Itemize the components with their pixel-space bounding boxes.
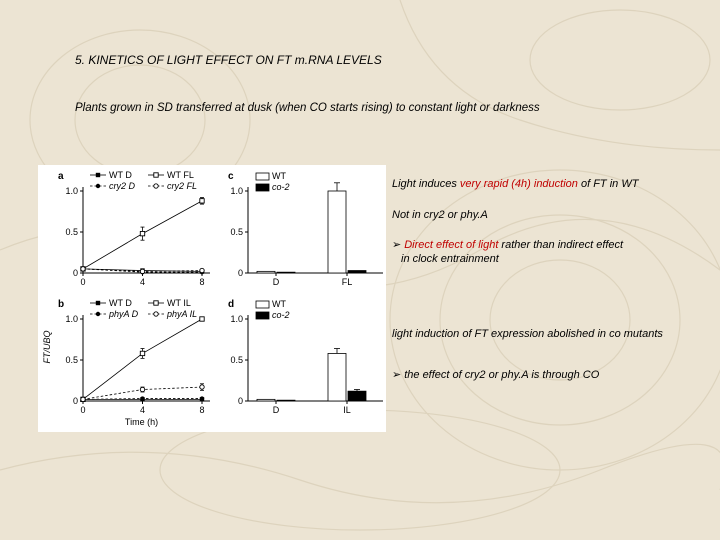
panel-a-data-point [140, 269, 144, 273]
panel-a-letter: a [58, 171, 64, 182]
panel-b-data-point [140, 351, 144, 355]
panel-a-legend-label: WT D [109, 170, 132, 180]
panel-d-legend-swatch [256, 301, 269, 308]
panel-d-legend-label: co-2 [272, 310, 290, 320]
note-light-induction-post: of FT in WT [577, 178, 639, 190]
note-co-mutants: light induction of FT expression abolished in co mutants [392, 328, 663, 340]
note-not-in-mutants: Not in cry2 or phy.A [392, 209, 488, 221]
panel-d-y-tick-label: 1.0 [230, 314, 243, 324]
figure-panels [38, 165, 386, 432]
panel-a-data-point [200, 199, 204, 203]
panel-b-legend-label: WT IL [167, 298, 191, 308]
panel-c-legend-swatch [256, 173, 269, 180]
panel-c-bar [257, 271, 275, 273]
panel-a-legend-marker [154, 184, 158, 188]
panel-d-y-tick-label: 0 [237, 396, 243, 406]
slide-subtitle: Plants grown in SD transferred at dusk (when CO starts rising) to constant light or darkness [75, 102, 540, 114]
panel-c-y-tick-label: 0.5 [230, 227, 243, 237]
note-highlight-rapid: very rapid (4h) [459, 178, 531, 190]
panel-a-legend-label: cry2 D [109, 181, 136, 191]
panel-b-x-axis-label: Time (h) [124, 417, 159, 427]
note-through-co [392, 368, 599, 381]
note-light-induction [392, 178, 638, 190]
panel-b-y-tick-label: 0.5 [65, 355, 78, 365]
note-direct-effect-post: rather than indirect effect [498, 239, 624, 251]
panel-d-y-tick-label: 0.5 [230, 355, 243, 365]
panel-d-bar [277, 400, 295, 401]
panel-a-y-tick-label: 0 [72, 268, 78, 278]
panel-c-bar [277, 272, 295, 273]
panel-c-legend-label: WT [272, 171, 286, 181]
panel-c-x-tick-label: D [272, 277, 280, 287]
note-highlight-induction: induction [533, 178, 578, 190]
panel-b-legend-marker [154, 312, 158, 316]
panel-c-letter: c [228, 171, 234, 182]
panel-b-y-tick-label: 1.0 [65, 314, 78, 324]
panel-b-legend-marker [96, 312, 100, 316]
note-direct-effect [392, 238, 623, 251]
note-highlight-direct: Direct effect of light [404, 239, 499, 251]
panel-d-bar [257, 399, 275, 401]
panel-a-data-point [81, 267, 85, 271]
panel-b-data-point [81, 397, 85, 401]
figure [38, 165, 386, 432]
panel-c-legend-label: co-2 [272, 182, 290, 192]
panel-d-bar [328, 353, 346, 401]
panel-a-legend-marker [96, 184, 100, 188]
panel-b-legend-label: WT D [109, 298, 132, 308]
panel-d-bar [348, 391, 366, 401]
arrow-bullet-icon: ➢ [392, 369, 402, 381]
panel-b-legend-label: phyA D [109, 309, 139, 319]
panel-b-legend-marker [96, 301, 100, 305]
panel-c-legend-swatch [256, 184, 269, 191]
panel-c-y-tick-label: 1.0 [230, 186, 243, 196]
panel-b-x-tick-label: 0 [80, 405, 86, 415]
panel-a-legend-marker [154, 173, 158, 177]
panel-a-legend-marker [96, 173, 100, 177]
panel-b-data-point [200, 317, 204, 321]
panel-b-y-tick-label: 0 [72, 396, 78, 406]
panel-c-y-tick-label: 0 [237, 268, 243, 278]
panel-a-x-tick-label: 4 [139, 277, 146, 287]
panel-d-legend-label: WT [272, 299, 286, 309]
panel-d-letter: d [228, 299, 235, 310]
panel-d-x-tick-label: D [272, 405, 280, 415]
panel-b-x-tick-label: 4 [139, 405, 146, 415]
arrow-bullet-icon: ➢ [392, 239, 402, 251]
panel-a-legend-label: cry2 FL [167, 181, 198, 191]
panel-b-letter: b [58, 299, 65, 310]
panel-d-x-tick-label: IL [343, 405, 351, 415]
panel-b-data-point [140, 387, 144, 391]
panel-b-data-point [140, 396, 144, 400]
panel-a-x-tick-label: 8 [199, 277, 205, 287]
panel-b-x-tick-label: 8 [199, 405, 205, 415]
panel-b-legend-marker [154, 301, 158, 305]
note-through-co-text: the effect of cry2 or phy.A is through CO [404, 369, 600, 381]
panel-c-x-tick-label: FL [341, 277, 353, 287]
panel-a-legend-label: WT FL [167, 170, 194, 180]
panel-a-data-point [200, 268, 204, 272]
note-light-induction-pre: Light induces [392, 178, 460, 190]
panel-d-legend-swatch [256, 312, 269, 319]
panel-a-data-point [140, 231, 144, 235]
panel-b-legend-label: phyA IL [167, 309, 198, 319]
note-clock-entrainment: in clock entrainment [401, 253, 499, 265]
y-axis-label: FT/UBQ [42, 330, 52, 364]
panel-a-y-tick-label: 0.5 [65, 227, 78, 237]
slide-title: 5. KINETICS OF LIGHT EFFECT ON FT m.RNA LEVELS [75, 53, 382, 67]
panel-c-bar [348, 271, 366, 273]
panel-a-y-tick-label: 1.0 [65, 186, 78, 196]
panel-b-data-point [200, 396, 204, 400]
panel-b-data-point [200, 385, 204, 389]
panel-a-x-tick-label: 0 [80, 277, 86, 287]
panel-c-bar [328, 191, 346, 273]
